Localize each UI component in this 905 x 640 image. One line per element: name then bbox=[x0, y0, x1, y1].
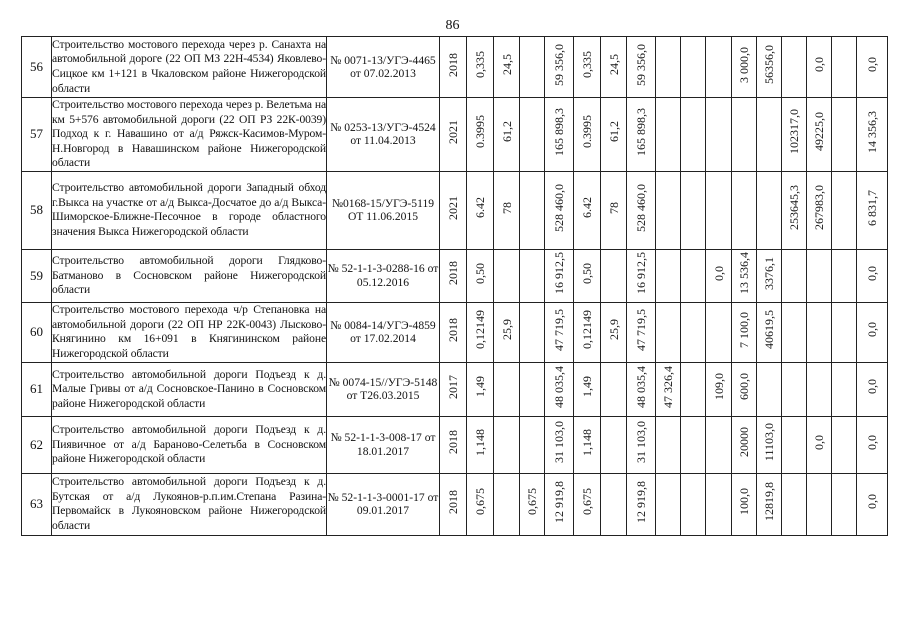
value-cell bbox=[782, 362, 807, 416]
cell-value: 40619,5 bbox=[762, 310, 776, 350]
cell-value: 24,5 bbox=[606, 54, 621, 75]
value-cell bbox=[706, 473, 732, 535]
value-cell bbox=[467, 37, 494, 98]
value-cell bbox=[467, 416, 494, 473]
value-cell bbox=[656, 416, 681, 473]
value-cell bbox=[681, 98, 706, 172]
value-cell bbox=[467, 171, 494, 249]
cell-value: 61,2 bbox=[606, 121, 621, 143]
cell-value: 3 000,0 bbox=[737, 46, 751, 83]
cell-value: 78 bbox=[606, 202, 621, 215]
value-cell bbox=[494, 249, 520, 302]
value-cell bbox=[857, 473, 888, 535]
value-cell bbox=[627, 362, 656, 416]
value-cell bbox=[627, 37, 656, 98]
cell-value: 3376,1 bbox=[762, 256, 776, 290]
cell-value: 56356,0 bbox=[762, 45, 776, 84]
value-cell bbox=[601, 98, 627, 172]
value-cell bbox=[832, 362, 857, 416]
value-cell bbox=[545, 37, 574, 98]
value-cell bbox=[681, 171, 706, 249]
cell-value: 7 100,0 bbox=[737, 311, 751, 348]
cell-value: 0,50 bbox=[473, 262, 487, 284]
value-cell bbox=[757, 362, 782, 416]
cell-value: 2018 bbox=[446, 317, 460, 342]
value-cell bbox=[681, 302, 706, 362]
object-name: Строительство автомобильной дороги Глядково-Батманово в Сосновском районе Нижегородской области bbox=[52, 249, 327, 302]
value-cell bbox=[832, 249, 857, 302]
value-cell bbox=[857, 302, 888, 362]
value-cell bbox=[656, 473, 681, 535]
value-cell bbox=[440, 98, 467, 172]
value-cell bbox=[520, 171, 545, 249]
value-cell bbox=[832, 473, 857, 535]
value-cell bbox=[656, 249, 681, 302]
cell-value: 600,0 bbox=[737, 373, 751, 401]
cell-value: 1,49 bbox=[580, 376, 594, 398]
cell-value: 14 356,3 bbox=[865, 110, 879, 153]
expertise-conclusion: № 0074-15//УГЭ-5148 от Т26.03.2015 bbox=[327, 362, 440, 416]
expertise-conclusion: №0168-15/УГЭ-5119 ОТ 11.06.2015 bbox=[327, 171, 440, 249]
cell-value: 31 103,0 bbox=[634, 421, 648, 464]
object-name: Строительство автомобильной дороги Подъезд к д. Пиявичное от а/д Бараново-Селетьба в Сосновском районе Нижегородской области bbox=[52, 416, 327, 473]
value-cell bbox=[807, 98, 832, 172]
value-cell bbox=[545, 362, 574, 416]
cell-value: 2021 bbox=[446, 119, 460, 144]
value-cell bbox=[807, 249, 832, 302]
value-cell bbox=[757, 473, 782, 535]
cell-value: 0,675 bbox=[580, 488, 594, 516]
value-cell bbox=[545, 416, 574, 473]
cell-value: 6 831,7 bbox=[865, 189, 879, 226]
cell-value: 47 719,5 bbox=[552, 308, 566, 351]
value-cell bbox=[757, 302, 782, 362]
value-cell bbox=[656, 98, 681, 172]
value-cell bbox=[757, 37, 782, 98]
cell-value: 2018 bbox=[446, 489, 460, 514]
cell-value: 0,335 bbox=[580, 51, 594, 78]
value-cell bbox=[857, 98, 888, 172]
expertise-conclusion: № 52-1-1-3-008-17 от 18.01.2017 bbox=[327, 416, 440, 473]
value-cell bbox=[627, 249, 656, 302]
value-cell bbox=[832, 98, 857, 172]
value-cell bbox=[545, 98, 574, 172]
cell-value: 0,0 bbox=[865, 322, 879, 338]
cell-value: 0.3995 bbox=[580, 115, 594, 149]
cell-value: 0,0 bbox=[711, 265, 726, 281]
value-cell bbox=[494, 37, 520, 98]
row-number: 56 bbox=[22, 37, 52, 98]
value-cell bbox=[807, 416, 832, 473]
value-cell bbox=[732, 416, 757, 473]
value-cell bbox=[494, 98, 520, 172]
value-cell bbox=[574, 362, 601, 416]
value-cell bbox=[832, 416, 857, 473]
cell-value: 47 719,5 bbox=[634, 308, 648, 351]
cell-value: 59 356,0 bbox=[552, 43, 566, 86]
cell-value: 16 912,5 bbox=[634, 252, 648, 295]
cell-value: 0,0 bbox=[865, 265, 879, 281]
value-cell bbox=[520, 98, 545, 172]
cell-value: 24,5 bbox=[499, 54, 514, 75]
value-cell bbox=[601, 249, 627, 302]
cell-value: 2021 bbox=[446, 195, 460, 220]
table-row bbox=[22, 362, 888, 416]
value-cell bbox=[520, 302, 545, 362]
object-name: Строительство мостового перехода через р. Санахта на автомобильной дороге (22 ОП МЗ 22Н-4534) Яковлево-Сицкое км 1+121 в Чкаловском районе Нижегородской области bbox=[52, 37, 327, 98]
value-cell bbox=[494, 171, 520, 249]
value-cell bbox=[467, 473, 494, 535]
value-cell bbox=[494, 362, 520, 416]
value-cell bbox=[574, 416, 601, 473]
value-cell bbox=[545, 473, 574, 535]
value-cell bbox=[520, 473, 545, 535]
value-cell bbox=[574, 473, 601, 535]
object-name: Строительство автомобильной дороги Подъезд к д. Бутская от а/д Лукоянов-р.п.им.Степана Разина-Первомайск в Лукояновском районе Нижегородской области bbox=[52, 473, 327, 535]
value-cell bbox=[520, 249, 545, 302]
value-cell bbox=[681, 249, 706, 302]
row-number: 57 bbox=[22, 98, 52, 172]
value-cell bbox=[807, 302, 832, 362]
value-cell bbox=[545, 249, 574, 302]
value-cell bbox=[782, 37, 807, 98]
objects-table bbox=[21, 36, 888, 536]
cell-value: 0,0 bbox=[812, 57, 826, 72]
value-cell bbox=[857, 37, 888, 98]
cell-value: 0,0 bbox=[812, 434, 826, 450]
object-name: Строительство автомобильной дороги Западный обход г.Выкса на участке от а/д Выкса-Досчатое до а/д Выкса-Шиморское-Ближне-Песочное в городе областного значения Выкса Нижегородской области bbox=[52, 171, 327, 249]
value-cell bbox=[440, 37, 467, 98]
cell-value: 2017 bbox=[446, 374, 460, 399]
table-row bbox=[22, 98, 888, 172]
cell-value: 25,9 bbox=[606, 319, 621, 341]
object-name: Строительство мостового перехода ч/р Степановка на автомобильной дороги (22 ОП НР 22К-0043) Лысково-Княгинино км 16+091 в Княгининском районе Нижегородской области bbox=[52, 302, 327, 362]
cell-value: 528 460,0 bbox=[552, 183, 566, 232]
value-cell bbox=[757, 416, 782, 473]
value-cell bbox=[627, 473, 656, 535]
cell-value: 25,9 bbox=[499, 319, 514, 341]
value-cell bbox=[807, 171, 832, 249]
value-cell bbox=[627, 416, 656, 473]
table-row bbox=[22, 249, 888, 302]
value-cell bbox=[494, 473, 520, 535]
value-cell bbox=[440, 416, 467, 473]
cell-value: 11103,0 bbox=[762, 423, 776, 462]
cell-value: 6.42 bbox=[580, 197, 594, 219]
value-cell bbox=[601, 37, 627, 98]
value-cell bbox=[520, 416, 545, 473]
table-row bbox=[22, 171, 888, 249]
cell-value: 12 919,8 bbox=[634, 480, 648, 523]
cell-value: 0,12149 bbox=[580, 310, 594, 350]
value-cell bbox=[601, 473, 627, 535]
value-cell bbox=[832, 302, 857, 362]
page-number: 86 bbox=[445, 18, 460, 33]
cell-value: 0,335 bbox=[473, 51, 487, 78]
expertise-conclusion: № 52-1-1-3-0001-17 от 09.01.2017 bbox=[327, 473, 440, 535]
cell-value: 59 356,0 bbox=[634, 43, 648, 86]
value-cell bbox=[706, 302, 732, 362]
value-cell bbox=[782, 171, 807, 249]
value-cell bbox=[627, 171, 656, 249]
cell-value: 2018 bbox=[446, 52, 460, 77]
value-cell bbox=[494, 302, 520, 362]
row-number: 61 bbox=[22, 362, 52, 416]
value-cell bbox=[706, 98, 732, 172]
value-cell bbox=[706, 37, 732, 98]
cell-value: 12 919,8 bbox=[552, 480, 566, 523]
value-cell bbox=[732, 98, 757, 172]
value-cell bbox=[857, 416, 888, 473]
value-cell bbox=[807, 362, 832, 416]
cell-value: 1,148 bbox=[473, 428, 487, 456]
value-cell bbox=[520, 362, 545, 416]
value-cell bbox=[440, 249, 467, 302]
cell-value: 0,675 bbox=[473, 488, 487, 516]
value-cell bbox=[782, 249, 807, 302]
row-number: 60 bbox=[22, 302, 52, 362]
value-cell bbox=[706, 362, 732, 416]
value-cell bbox=[757, 171, 782, 249]
value-cell bbox=[807, 37, 832, 98]
table-row bbox=[22, 416, 888, 473]
cell-value: 0,0 bbox=[865, 57, 879, 72]
cell-value: 49225,0 bbox=[812, 112, 826, 152]
value-cell bbox=[656, 362, 681, 416]
value-cell bbox=[807, 473, 832, 535]
value-cell bbox=[732, 302, 757, 362]
value-cell bbox=[440, 473, 467, 535]
cell-value: 165 898,3 bbox=[634, 107, 648, 156]
value-cell bbox=[545, 171, 574, 249]
cell-value: 20000 bbox=[737, 427, 751, 458]
value-cell bbox=[857, 249, 888, 302]
value-cell bbox=[656, 37, 681, 98]
value-cell bbox=[732, 249, 757, 302]
value-cell bbox=[545, 302, 574, 362]
value-cell bbox=[467, 302, 494, 362]
cell-value: 0,0 bbox=[865, 434, 879, 450]
cell-value: 16 912,5 bbox=[552, 252, 566, 295]
cell-value: 2018 bbox=[446, 430, 460, 455]
cell-value: 0.3995 bbox=[473, 115, 487, 149]
value-cell bbox=[732, 473, 757, 535]
value-cell bbox=[706, 416, 732, 473]
expertise-conclusion: № 52-1-1-3-0288-16 от 05.12.2016 bbox=[327, 249, 440, 302]
row-number: 58 bbox=[22, 171, 52, 249]
cell-value: 0,675 bbox=[525, 488, 539, 516]
value-cell bbox=[857, 171, 888, 249]
value-cell bbox=[656, 171, 681, 249]
cell-value: 78 bbox=[499, 202, 514, 215]
value-cell bbox=[601, 171, 627, 249]
value-cell bbox=[440, 362, 467, 416]
cell-value: 0,0 bbox=[865, 494, 879, 510]
cell-value: 48 035,4 bbox=[634, 365, 648, 408]
value-cell bbox=[706, 171, 732, 249]
cell-value: 1,49 bbox=[473, 376, 487, 398]
value-cell bbox=[681, 362, 706, 416]
row-number: 62 bbox=[22, 416, 52, 473]
table-row bbox=[22, 302, 888, 362]
cell-value: 31 103,0 bbox=[552, 421, 566, 464]
value-cell bbox=[440, 302, 467, 362]
cell-value: 0,0 bbox=[865, 379, 879, 395]
value-cell bbox=[601, 416, 627, 473]
cell-value: 47 326,4 bbox=[661, 365, 675, 408]
value-cell bbox=[732, 362, 757, 416]
value-cell bbox=[706, 249, 732, 302]
value-cell bbox=[601, 302, 627, 362]
expertise-conclusion: № 0071-13/УГЭ-4465 от 07.02.2013 bbox=[327, 37, 440, 98]
value-cell bbox=[656, 302, 681, 362]
expertise-conclusion: № 0253-13/УГЭ-4524 от 11.04.2013 bbox=[327, 98, 440, 172]
value-cell bbox=[627, 98, 656, 172]
object-name: Строительство мостового перехода через р. Велетьма на км 5+576 автомобильной дороги (22 ОП РЗ 22К-0039) Подход к г. Навашино от а/д Ряжск-Касимов-Муром-Н.Новгород в Навашинском районе Нижегородской области bbox=[52, 98, 327, 172]
expertise-conclusion: № 0084-14/УГЭ-4859 от 17.02.2014 bbox=[327, 302, 440, 362]
value-cell bbox=[440, 171, 467, 249]
value-cell bbox=[574, 37, 601, 98]
value-cell bbox=[601, 362, 627, 416]
value-cell bbox=[467, 249, 494, 302]
value-cell bbox=[520, 37, 545, 98]
cell-value: 2018 bbox=[446, 261, 460, 286]
value-cell bbox=[782, 473, 807, 535]
value-cell bbox=[681, 416, 706, 473]
value-cell bbox=[832, 37, 857, 98]
table-body bbox=[22, 37, 888, 536]
table-row bbox=[22, 37, 888, 98]
value-cell bbox=[857, 362, 888, 416]
cell-value: 1,148 bbox=[580, 428, 594, 456]
value-cell bbox=[782, 98, 807, 172]
value-cell bbox=[832, 171, 857, 249]
value-cell bbox=[681, 473, 706, 535]
value-cell bbox=[782, 416, 807, 473]
cell-value: 0,12149 bbox=[473, 310, 487, 350]
cell-value: 61,2 bbox=[499, 121, 514, 143]
row-number: 63 bbox=[22, 473, 52, 535]
value-cell bbox=[732, 171, 757, 249]
cell-value: 0,50 bbox=[580, 262, 594, 284]
cell-value: 102317,0 bbox=[787, 109, 801, 155]
cell-value: 165 898,3 bbox=[552, 107, 566, 156]
value-cell bbox=[574, 98, 601, 172]
value-cell bbox=[574, 249, 601, 302]
value-cell bbox=[574, 171, 601, 249]
cell-value: 253645,3 bbox=[787, 185, 801, 231]
cell-value: 6.42 bbox=[473, 197, 487, 219]
cell-value: 109,0 bbox=[711, 373, 726, 401]
value-cell bbox=[467, 362, 494, 416]
table-row bbox=[22, 473, 888, 535]
object-name: Строительство автомобильной дороги Подъезд к д. Малые Гривы от а/д Сосновское-Панино в Сосновском районе Нижегородской области bbox=[52, 362, 327, 416]
value-cell bbox=[732, 37, 757, 98]
value-cell bbox=[494, 416, 520, 473]
value-cell bbox=[467, 98, 494, 172]
cell-value: 100,0 bbox=[737, 488, 751, 516]
cell-value: 13 536,4 bbox=[737, 252, 751, 295]
row-number: 59 bbox=[22, 249, 52, 302]
cell-value: 48 035,4 bbox=[552, 365, 566, 408]
cell-value: 528 460,0 bbox=[634, 183, 648, 232]
value-cell bbox=[757, 249, 782, 302]
cell-value: 12819,8 bbox=[762, 482, 776, 522]
value-cell bbox=[782, 302, 807, 362]
value-cell bbox=[574, 302, 601, 362]
cell-value: 267983,0 bbox=[812, 185, 826, 231]
value-cell bbox=[681, 37, 706, 98]
value-cell bbox=[627, 302, 656, 362]
value-cell bbox=[757, 98, 782, 172]
